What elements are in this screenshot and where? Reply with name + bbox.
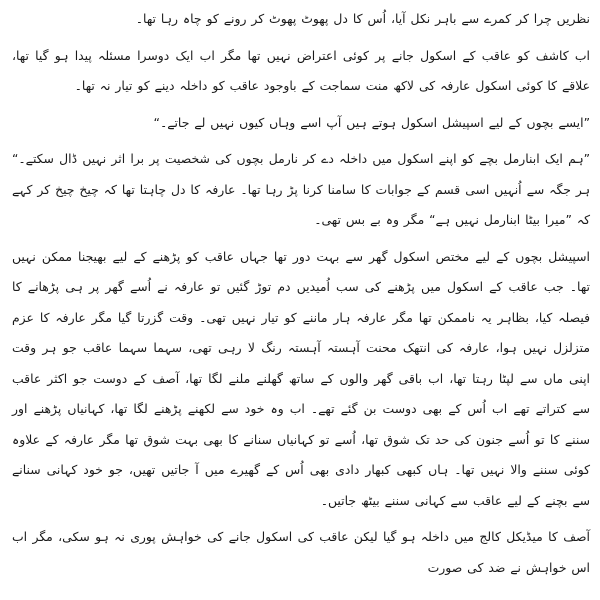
paragraph-1: نظریں چرا کر کمرے سے باہر نکل آیا، اُس کا دل پھوٹ پھوٹ کر رونے کو چاہ رہا تھا۔: [135, 11, 590, 26]
paragraph-6: آصف کا میڈیکل کالج میں داخلہ ہو گیا لیکن عاقب کی اسکول جانے کی خواہش پوری نہ ہو سکی، مگر اب اس خواہش نے ضد کی صورت: [12, 529, 590, 575]
paragraph-4: ”ہم ایک ابنارمل بچے کو اپنے اسکول میں داخلہ دے کر نارمل بچوں کی شخصیت پر برا اثر نہیں ڈال سکتے۔“ ہر جگہ سے اُنہیں اسی قسم کے جوابات کا سامنا کرنا پڑ رہا تھا۔ عارفہ کا دل چاہتا تھا کہ چیخ چیخ کر کہے کہ ”میرا بیٹا ابنارمل نہیں ہے“ مگر وہ بے بس تھی۔: [12, 151, 590, 227]
paragraph-5: اسپیشل بچوں کے لیے مختص اسکول گھر سے بہت دور تھا جہاں عاقب کو پڑھنے کے لیے بھیجنا ممکن نہیں تھا۔ جب عاقب کے اسکول میں پڑھنے کی سب اُمیدیں دم توڑ گئیں تو عارفہ نے اُسے گھر پر ہی پڑھانے کا فیصلہ کیا، بظاہر یہ ناممکن تھا مگر عارفہ ہار ماننے کو تیار نہیں تھی۔ وقت گزرتا گیا مگر عارفہ کا عزم متزلزل نہیں ہوا، عارفہ کی انتھک محنت آہستہ آہستہ رنگ لا رہی تھی، سہما سہما عاقب جو ہر وقت اپنی ماں سے لپٹا رہتا تھا، اب باقی گھر والوں کے ساتھ گھلنے ملنے لگا تھا، آصف کے دوست جو اکثر عاقب سے کتراتے تھے اب اُس کے بھی دوست بن گئے تھے۔ اب وہ خود سے لکھنے پڑھنے لگا تھا، کہانیاں پڑھنے اور سننے کا تو اُسے جنون کی حد تک شوق تھا، اُسے تو کہانیاں سنانے کا بھی بہت شوق تھا مگر عارفہ کے علاوہ کوئی سننے والا نہیں تھا۔ ہاں کبھی کبھار دادی بھی اُس کے گھیرے میں آ جاتیں تھیں، جو خود کہانی سنانے سے بچنے کے لیے عاقب سے کہانی سننے بیٹھ جاتیں۔: [12, 248, 590, 508]
paragraph-2: اب کاشف کو عاقب کے اسکول جانے پر کوئی اعتراض نہیں تھا مگر اب ایک دوسرا مسئلہ پیدا ہو گیا تھا، علاقے کا کوئی اسکول عارفہ کی لاکھ منت سماجت کے باوجود عاقب کو داخلہ دینے کو تیار نہ تھا۔: [12, 47, 590, 93]
document-page: [12, 4, 590, 600]
paragraph-3-quote: ”ایسے بچوں کے لیے اسپیشل اسکول ہوتے ہیں آپ اسے وہاں کیوں نہیں لے جاتے۔“: [153, 114, 590, 130]
